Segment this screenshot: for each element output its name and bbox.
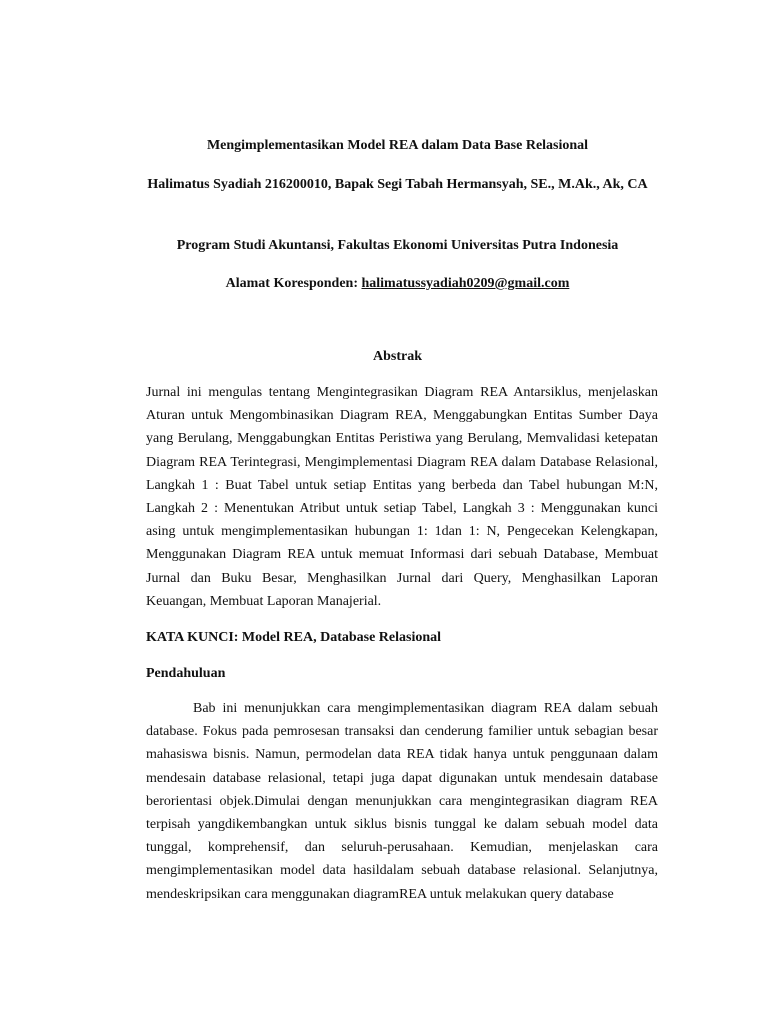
section-heading-introduction: Pendahuluan — [146, 666, 226, 681]
correspondence-label: Alamat Koresponden: — [225, 276, 362, 291]
paper-affiliation: Program Studi Akuntansi, Fakultas Ekonomi Universitas Putra Indonesia — [176, 238, 619, 253]
abstract-heading: Abstrak — [372, 349, 422, 364]
abstract-text: Jurnal ini mengulas tentang Mengintegrasikan Diagram REA Antarsiklus, menjelaskan Aturan untuk Mengombinasikan Diagram REA, Menggabungkan Entitas Sumber Daya yang Berulang, Menggabungkan Entitas Peristiwa yang Berulang, Memvalidasi ketepatan Diagram REA Terintegrasi, Mengimplementasi Diagram REA dalam Database Relasional, Langkah 1 : Buat Tabel untuk setiap Entitas yang berbeda dan Tabel hubungan M:N, Langkah 2 : Menentukan Atribut untuk setiap Tabel, Langkah 3 : Menggunakan kunci asing untuk mengimplementasikan hubungan 1: 1dan 1: N, Pengecekan Kelengkapan, Menggunakan Diagram REA untuk memuat Informasi dari sebuah Database, Membuat Jurnal dan Buku Besar, Menghasilkan Jurnal dari Query, Menghasilkan Laporan Keuangan, Membuat Laporan Manajerial. — [146, 385, 658, 609]
paper-title: Mengimplementasikan Model REA dalam Data Base Relasional — [206, 138, 589, 153]
correspondence-line — [130, 271, 665, 296]
keywords-line: KATA KUNCI: Model REA, Database Relasional — [146, 630, 442, 645]
correspondence-email[interactable]: halimatussyadiah0209@gmail.com — [361, 276, 570, 291]
introduction-paragraph: Bab ini menunjukkan cara mengimplementasikan diagram REA dalam sebuah database. Fokus pada pemrosesan transaksi dan cenderung familier untuk sebagian besar mahasiswa bisnis. Namun, permodelan data REA tidak hanya untuk penggunaan dalam mendesain database relasional, tetapi juga dapat digunakan untuk mendesain database berorientasi objek.Dimulai dengan menunjukkan cara mengintegrasikan diagram REA terpisah yangdikembangkan untuk siklus bisnis tunggal ke dalam sebuah model data tunggal, komprehensif, dan seluruh-perusahaan. Kemudian, menjelaskan cara mengimplementasikan model data hasildalam sebuah database relasional. Selanjutnya, mendeskripsikan cara menggunakan diagramREA untuk melakukan query database — [146, 701, 658, 902]
paper-authors: Halimatus Syadiah 216200010, Bapak Segi Tabah Hermansyah, SE., M.Ak., Ak, CA — [147, 177, 648, 192]
